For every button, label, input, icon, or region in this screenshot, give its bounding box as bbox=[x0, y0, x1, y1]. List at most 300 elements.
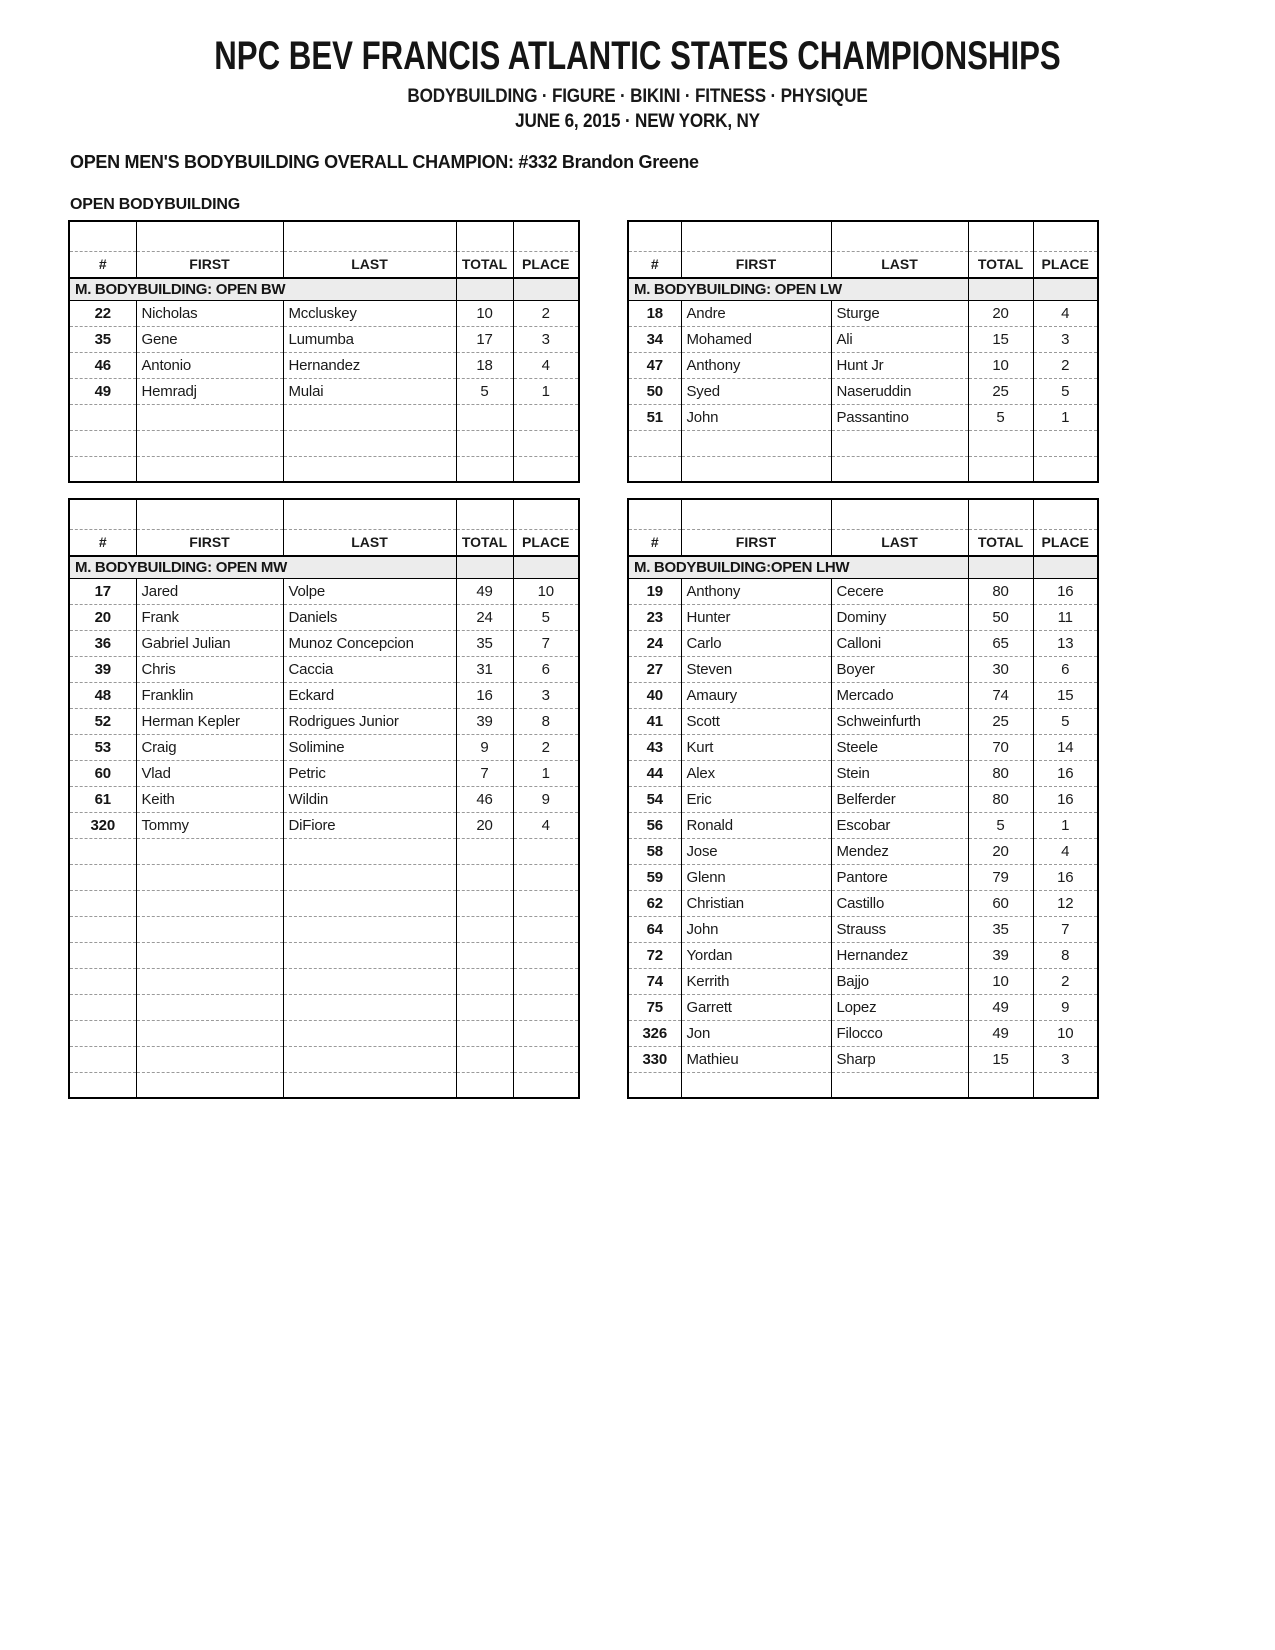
empty-row bbox=[69, 456, 579, 482]
competitor-number: 18 bbox=[628, 300, 681, 326]
class-section-label: M. BODYBUILDING: OPEN MW bbox=[69, 556, 456, 578]
empty-cell bbox=[831, 1072, 968, 1098]
competitor-row bbox=[69, 578, 579, 604]
column-header-place: PLACE bbox=[1033, 251, 1098, 278]
empty-cell bbox=[1033, 499, 1098, 529]
competitor-total: 16 bbox=[456, 682, 513, 708]
empty-cell bbox=[456, 838, 513, 864]
page-title: NPC BEV FRANCIS ATLANTIC STATES CHAMPIONSHIPS bbox=[214, 34, 1061, 78]
competitor-row bbox=[628, 864, 1098, 890]
competitor-place: 4 bbox=[513, 352, 579, 378]
competitor-row bbox=[628, 942, 1098, 968]
competitor-place: 8 bbox=[1033, 942, 1098, 968]
column-header-place: PLACE bbox=[513, 529, 579, 556]
competitor-number: 36 bbox=[69, 630, 136, 656]
empty-cell bbox=[513, 864, 579, 890]
competitor-row bbox=[628, 838, 1098, 864]
competitor-first-name: Jose bbox=[681, 838, 831, 864]
competitor-row bbox=[69, 812, 579, 838]
column-header-num: # bbox=[69, 251, 136, 278]
empty-row bbox=[69, 942, 579, 968]
competitor-total: 20 bbox=[456, 812, 513, 838]
empty-cell bbox=[513, 404, 579, 430]
empty-cell bbox=[513, 890, 579, 916]
class-section-row bbox=[628, 556, 1098, 578]
competitor-total: 5 bbox=[968, 812, 1033, 838]
empty-cell bbox=[628, 499, 681, 529]
competitor-number: 34 bbox=[628, 326, 681, 352]
right-column bbox=[627, 220, 1097, 1099]
column-header-num: # bbox=[628, 251, 681, 278]
competitor-first-name: Tommy bbox=[136, 812, 283, 838]
section-empty-cell bbox=[456, 556, 513, 578]
competitor-last-name: Rodrigues Junior bbox=[283, 708, 456, 734]
competitor-total: 7 bbox=[456, 760, 513, 786]
empty-cell bbox=[69, 916, 136, 942]
competitor-total: 35 bbox=[456, 630, 513, 656]
empty-cell bbox=[456, 1020, 513, 1046]
competitor-number: 43 bbox=[628, 734, 681, 760]
competitor-number: 52 bbox=[69, 708, 136, 734]
event-date-location: JUNE 6, 2015 · NEW YORK, NY bbox=[515, 111, 760, 132]
competitor-place: 16 bbox=[1033, 786, 1098, 812]
column-header-first: FIRST bbox=[681, 529, 831, 556]
empty-cell bbox=[283, 994, 456, 1020]
competitor-place: 6 bbox=[513, 656, 579, 682]
empty-cell bbox=[681, 499, 831, 529]
overall-champion-line: OPEN MEN'S BODYBUILDING OVERALL CHAMPION: #332 Brandon Greene bbox=[70, 152, 699, 172]
competitor-row bbox=[628, 578, 1098, 604]
competitor-row bbox=[628, 300, 1098, 326]
empty-row bbox=[69, 1020, 579, 1046]
competitor-last-name: Ali bbox=[831, 326, 968, 352]
empty-row bbox=[69, 404, 579, 430]
competitor-number: 44 bbox=[628, 760, 681, 786]
column-header-first: FIRST bbox=[136, 251, 283, 278]
empty-cell bbox=[136, 1046, 283, 1072]
empty-cell bbox=[1033, 221, 1098, 251]
competitor-first-name: Glenn bbox=[681, 864, 831, 890]
event-divisions: BODYBUILDING · FIGURE · BIKINI · FITNESS · PHYSIQUE bbox=[407, 86, 868, 107]
competitor-first-name: John bbox=[681, 404, 831, 430]
competitor-place: 11 bbox=[1033, 604, 1098, 630]
competitor-total: 20 bbox=[968, 838, 1033, 864]
class-section-row bbox=[628, 278, 1098, 300]
competitor-last-name: Volpe bbox=[283, 578, 456, 604]
empty-row bbox=[69, 1072, 579, 1098]
empty-cell bbox=[283, 404, 456, 430]
competitor-place: 1 bbox=[513, 378, 579, 404]
competitor-total: 80 bbox=[968, 760, 1033, 786]
empty-cell bbox=[681, 1072, 831, 1098]
empty-cell bbox=[628, 221, 681, 251]
empty-cell bbox=[456, 1072, 513, 1098]
competitor-number: 17 bbox=[69, 578, 136, 604]
competitor-last-name: Schweinfurth bbox=[831, 708, 968, 734]
empty-cell bbox=[283, 968, 456, 994]
competitor-total: 15 bbox=[968, 1046, 1033, 1072]
empty-cell bbox=[968, 221, 1033, 251]
table-slot-open-bw bbox=[68, 220, 578, 483]
empty-cell bbox=[456, 994, 513, 1020]
section-empty-cell bbox=[968, 278, 1033, 300]
competitor-number: 326 bbox=[628, 1020, 681, 1046]
column-header-last: LAST bbox=[831, 251, 968, 278]
empty-cell bbox=[283, 1020, 456, 1046]
left-column bbox=[68, 220, 578, 1099]
competitor-last-name: Hernandez bbox=[831, 942, 968, 968]
competitor-first-name: Kurt bbox=[681, 734, 831, 760]
competitor-first-name: Herman Kepler bbox=[136, 708, 283, 734]
results-table-bw bbox=[68, 220, 580, 483]
empty-cell bbox=[136, 916, 283, 942]
competitor-place: 7 bbox=[1033, 916, 1098, 942]
open-bodybuilding-heading: OPEN BODYBUILDING bbox=[70, 196, 240, 213]
competitor-total: 25 bbox=[968, 378, 1033, 404]
empty-cell bbox=[69, 942, 136, 968]
competitor-place: 10 bbox=[513, 578, 579, 604]
competitor-first-name: Scott bbox=[681, 708, 831, 734]
competitor-first-name: Ronald bbox=[681, 812, 831, 838]
competitor-number: 20 bbox=[69, 604, 136, 630]
competitor-row bbox=[69, 708, 579, 734]
column-header-last: LAST bbox=[283, 529, 456, 556]
competitor-first-name: Gabriel Julian bbox=[136, 630, 283, 656]
empty-cell bbox=[831, 456, 968, 482]
competitor-place: 2 bbox=[513, 300, 579, 326]
competitor-number: 46 bbox=[69, 352, 136, 378]
competitor-last-name: Belferder bbox=[831, 786, 968, 812]
competitor-total: 35 bbox=[968, 916, 1033, 942]
competitor-number: 53 bbox=[69, 734, 136, 760]
competitor-place: 5 bbox=[1033, 378, 1098, 404]
empty-cell bbox=[283, 430, 456, 456]
competitor-total: 10 bbox=[968, 352, 1033, 378]
competitor-first-name: Amaury bbox=[681, 682, 831, 708]
competitor-number: 74 bbox=[628, 968, 681, 994]
empty-cell bbox=[456, 1046, 513, 1072]
empty-cell bbox=[456, 916, 513, 942]
competitor-total: 39 bbox=[456, 708, 513, 734]
empty-row bbox=[628, 456, 1098, 482]
empty-cell bbox=[1033, 430, 1098, 456]
competitor-place: 16 bbox=[1033, 578, 1098, 604]
competitor-total: 49 bbox=[456, 578, 513, 604]
column-header-first: FIRST bbox=[681, 251, 831, 278]
competitor-total: 9 bbox=[456, 734, 513, 760]
competitor-last-name: Solimine bbox=[283, 734, 456, 760]
competitor-row bbox=[628, 812, 1098, 838]
empty-top-row bbox=[628, 221, 1098, 251]
competitor-number: 58 bbox=[628, 838, 681, 864]
competitor-last-name: Stein bbox=[831, 760, 968, 786]
competitor-total: 5 bbox=[968, 404, 1033, 430]
competitor-place: 5 bbox=[513, 604, 579, 630]
competitor-place: 13 bbox=[1033, 630, 1098, 656]
competitor-last-name: Castillo bbox=[831, 890, 968, 916]
competitor-number: 41 bbox=[628, 708, 681, 734]
empty-cell bbox=[69, 430, 136, 456]
competitor-first-name: Mohamed bbox=[681, 326, 831, 352]
competitor-row bbox=[628, 916, 1098, 942]
competitor-row bbox=[69, 352, 579, 378]
empty-row bbox=[69, 1046, 579, 1072]
table-slot-open-lw bbox=[627, 220, 1097, 483]
competitor-place: 6 bbox=[1033, 656, 1098, 682]
competitor-last-name: Steele bbox=[831, 734, 968, 760]
competitor-place: 12 bbox=[1033, 890, 1098, 916]
competitor-first-name: Christian bbox=[681, 890, 831, 916]
competitor-number: 48 bbox=[69, 682, 136, 708]
empty-cell bbox=[681, 430, 831, 456]
competitor-row bbox=[69, 760, 579, 786]
empty-cell bbox=[456, 404, 513, 430]
competitor-place: 3 bbox=[1033, 326, 1098, 352]
competitor-first-name: Carlo bbox=[681, 630, 831, 656]
competitor-last-name: Filocco bbox=[831, 1020, 968, 1046]
competitor-last-name: Lumumba bbox=[283, 326, 456, 352]
column-header-row bbox=[628, 251, 1098, 278]
competitor-total: 49 bbox=[968, 1020, 1033, 1046]
empty-cell bbox=[69, 499, 136, 529]
competitor-place: 3 bbox=[513, 682, 579, 708]
class-section-row bbox=[69, 278, 579, 300]
results-table-lw bbox=[627, 220, 1099, 483]
competitor-place: 7 bbox=[513, 630, 579, 656]
empty-cell bbox=[681, 456, 831, 482]
competitor-number: 56 bbox=[628, 812, 681, 838]
table-slot-open-mw bbox=[68, 498, 578, 1099]
competitor-row bbox=[628, 630, 1098, 656]
competitor-last-name: Daniels bbox=[283, 604, 456, 630]
competitor-number: 47 bbox=[628, 352, 681, 378]
empty-cell bbox=[69, 404, 136, 430]
empty-cell bbox=[136, 404, 283, 430]
competitor-number: 61 bbox=[69, 786, 136, 812]
empty-row bbox=[69, 864, 579, 890]
empty-cell bbox=[69, 1020, 136, 1046]
competitor-total: 49 bbox=[968, 994, 1033, 1020]
empty-cell bbox=[69, 994, 136, 1020]
competitor-last-name: Munoz Concepcion bbox=[283, 630, 456, 656]
empty-cell bbox=[513, 1072, 579, 1098]
competitor-last-name: Naseruddin bbox=[831, 378, 968, 404]
competitor-last-name: DiFiore bbox=[283, 812, 456, 838]
competitor-first-name: Hemradj bbox=[136, 378, 283, 404]
column-header-place: PLACE bbox=[1033, 529, 1098, 556]
empty-cell bbox=[513, 994, 579, 1020]
empty-cell bbox=[456, 430, 513, 456]
competitor-total: 30 bbox=[968, 656, 1033, 682]
competitor-last-name: Sturge bbox=[831, 300, 968, 326]
competitor-number: 19 bbox=[628, 578, 681, 604]
competitor-place: 2 bbox=[513, 734, 579, 760]
empty-cell bbox=[136, 430, 283, 456]
competitor-number: 60 bbox=[69, 760, 136, 786]
competitor-row bbox=[69, 326, 579, 352]
competitor-number: 330 bbox=[628, 1046, 681, 1072]
competitor-row bbox=[69, 682, 579, 708]
class-section-label: M. BODYBUILDING: OPEN BW bbox=[69, 278, 456, 300]
column-header-first: FIRST bbox=[136, 529, 283, 556]
competitor-first-name: Chris bbox=[136, 656, 283, 682]
empty-row bbox=[69, 430, 579, 456]
competitor-place: 10 bbox=[1033, 1020, 1098, 1046]
section-empty-cell bbox=[968, 556, 1033, 578]
empty-cell bbox=[69, 221, 136, 251]
competitor-place: 15 bbox=[1033, 682, 1098, 708]
empty-cell bbox=[456, 968, 513, 994]
column-header-num: # bbox=[69, 529, 136, 556]
competitor-total: 65 bbox=[968, 630, 1033, 656]
competitor-number: 23 bbox=[628, 604, 681, 630]
column-header-num: # bbox=[628, 529, 681, 556]
competitor-total: 70 bbox=[968, 734, 1033, 760]
competitor-total: 24 bbox=[456, 604, 513, 630]
competitor-row bbox=[628, 1046, 1098, 1072]
results-table-mw bbox=[68, 498, 580, 1099]
competitor-row bbox=[69, 630, 579, 656]
competitor-first-name: Andre bbox=[681, 300, 831, 326]
competitor-row bbox=[628, 352, 1098, 378]
competitor-last-name: Boyer bbox=[831, 656, 968, 682]
column-header-total: TOTAL bbox=[456, 251, 513, 278]
empty-cell bbox=[1033, 456, 1098, 482]
competitor-row bbox=[628, 326, 1098, 352]
empty-cell bbox=[136, 942, 283, 968]
competitor-row bbox=[69, 300, 579, 326]
competitor-total: 10 bbox=[456, 300, 513, 326]
empty-cell bbox=[136, 890, 283, 916]
empty-cell bbox=[69, 1046, 136, 1072]
competitor-last-name: Mccluskey bbox=[283, 300, 456, 326]
empty-cell bbox=[283, 838, 456, 864]
results-table-lhw bbox=[627, 498, 1099, 1099]
competitor-place: 1 bbox=[1033, 812, 1098, 838]
competitor-place: 4 bbox=[1033, 838, 1098, 864]
competitor-first-name: Keith bbox=[136, 786, 283, 812]
competitor-first-name: Garrett bbox=[681, 994, 831, 1020]
competitor-row bbox=[628, 1020, 1098, 1046]
competitor-total: 18 bbox=[456, 352, 513, 378]
competitor-last-name: Eckard bbox=[283, 682, 456, 708]
column-header-row bbox=[69, 251, 579, 278]
competitor-last-name: Lopez bbox=[831, 994, 968, 1020]
competitor-total: 25 bbox=[968, 708, 1033, 734]
empty-top-row bbox=[628, 499, 1098, 529]
competitor-last-name: Sharp bbox=[831, 1046, 968, 1072]
competitor-first-name: Franklin bbox=[136, 682, 283, 708]
competitor-first-name: Hunter bbox=[681, 604, 831, 630]
competitor-row bbox=[69, 734, 579, 760]
column-header-row bbox=[628, 529, 1098, 556]
competitor-number: 40 bbox=[628, 682, 681, 708]
empty-cell bbox=[283, 1046, 456, 1072]
competitor-total: 80 bbox=[968, 578, 1033, 604]
empty-row bbox=[69, 890, 579, 916]
competitor-last-name: Escobar bbox=[831, 812, 968, 838]
competitor-first-name: Eric bbox=[681, 786, 831, 812]
empty-cell bbox=[456, 499, 513, 529]
competitor-row bbox=[628, 994, 1098, 1020]
competitor-first-name: Jon bbox=[681, 1020, 831, 1046]
empty-cell bbox=[136, 864, 283, 890]
empty-cell bbox=[136, 968, 283, 994]
table-slot-open-lhw bbox=[627, 498, 1097, 1099]
competitor-first-name: Nicholas bbox=[136, 300, 283, 326]
competitor-first-name: Kerrith bbox=[681, 968, 831, 994]
competitor-row bbox=[628, 786, 1098, 812]
competitor-first-name: Gene bbox=[136, 326, 283, 352]
empty-cell bbox=[136, 838, 283, 864]
column-header-last: LAST bbox=[283, 251, 456, 278]
competitor-first-name: Frank bbox=[136, 604, 283, 630]
competitor-number: 72 bbox=[628, 942, 681, 968]
empty-cell bbox=[69, 864, 136, 890]
competitor-first-name: Yordan bbox=[681, 942, 831, 968]
column-header-last: LAST bbox=[831, 529, 968, 556]
empty-row bbox=[69, 968, 579, 994]
competitor-place: 1 bbox=[513, 760, 579, 786]
competitor-total: 5 bbox=[456, 378, 513, 404]
competitor-row bbox=[628, 404, 1098, 430]
results-tables bbox=[68, 220, 1097, 1099]
competitor-total: 17 bbox=[456, 326, 513, 352]
competitor-place: 4 bbox=[1033, 300, 1098, 326]
competitor-number: 64 bbox=[628, 916, 681, 942]
competitor-total: 74 bbox=[968, 682, 1033, 708]
competitor-number: 22 bbox=[69, 300, 136, 326]
competitor-number: 50 bbox=[628, 378, 681, 404]
competitor-first-name: Craig bbox=[136, 734, 283, 760]
empty-cell bbox=[136, 499, 283, 529]
competitor-last-name: Cecere bbox=[831, 578, 968, 604]
competitor-total: 39 bbox=[968, 942, 1033, 968]
competitor-row bbox=[628, 890, 1098, 916]
column-header-total: TOTAL bbox=[456, 529, 513, 556]
competitor-row bbox=[69, 604, 579, 630]
masthead bbox=[0, 0, 1275, 133]
empty-cell bbox=[283, 864, 456, 890]
empty-row bbox=[628, 1072, 1098, 1098]
competitor-first-name: Jared bbox=[136, 578, 283, 604]
empty-cell bbox=[456, 942, 513, 968]
empty-cell bbox=[513, 1020, 579, 1046]
competitor-total: 20 bbox=[968, 300, 1033, 326]
empty-cell bbox=[513, 499, 579, 529]
class-section-label: M. BODYBUILDING:OPEN LHW bbox=[628, 556, 968, 578]
competitor-total: 46 bbox=[456, 786, 513, 812]
competitor-last-name: Pantore bbox=[831, 864, 968, 890]
empty-cell bbox=[831, 430, 968, 456]
competitor-place: 8 bbox=[513, 708, 579, 734]
competitor-row bbox=[628, 604, 1098, 630]
empty-cell bbox=[456, 890, 513, 916]
empty-row bbox=[69, 838, 579, 864]
empty-cell bbox=[968, 499, 1033, 529]
competitor-last-name: Hunt Jr bbox=[831, 352, 968, 378]
empty-cell bbox=[513, 221, 579, 251]
competitor-place: 14 bbox=[1033, 734, 1098, 760]
competitor-last-name: Wildin bbox=[283, 786, 456, 812]
competitor-first-name: Anthony bbox=[681, 578, 831, 604]
empty-cell bbox=[513, 456, 579, 482]
section-empty-cell bbox=[1033, 556, 1098, 578]
empty-cell bbox=[136, 1020, 283, 1046]
empty-cell bbox=[283, 916, 456, 942]
competitor-number: 75 bbox=[628, 994, 681, 1020]
competitor-number: 54 bbox=[628, 786, 681, 812]
